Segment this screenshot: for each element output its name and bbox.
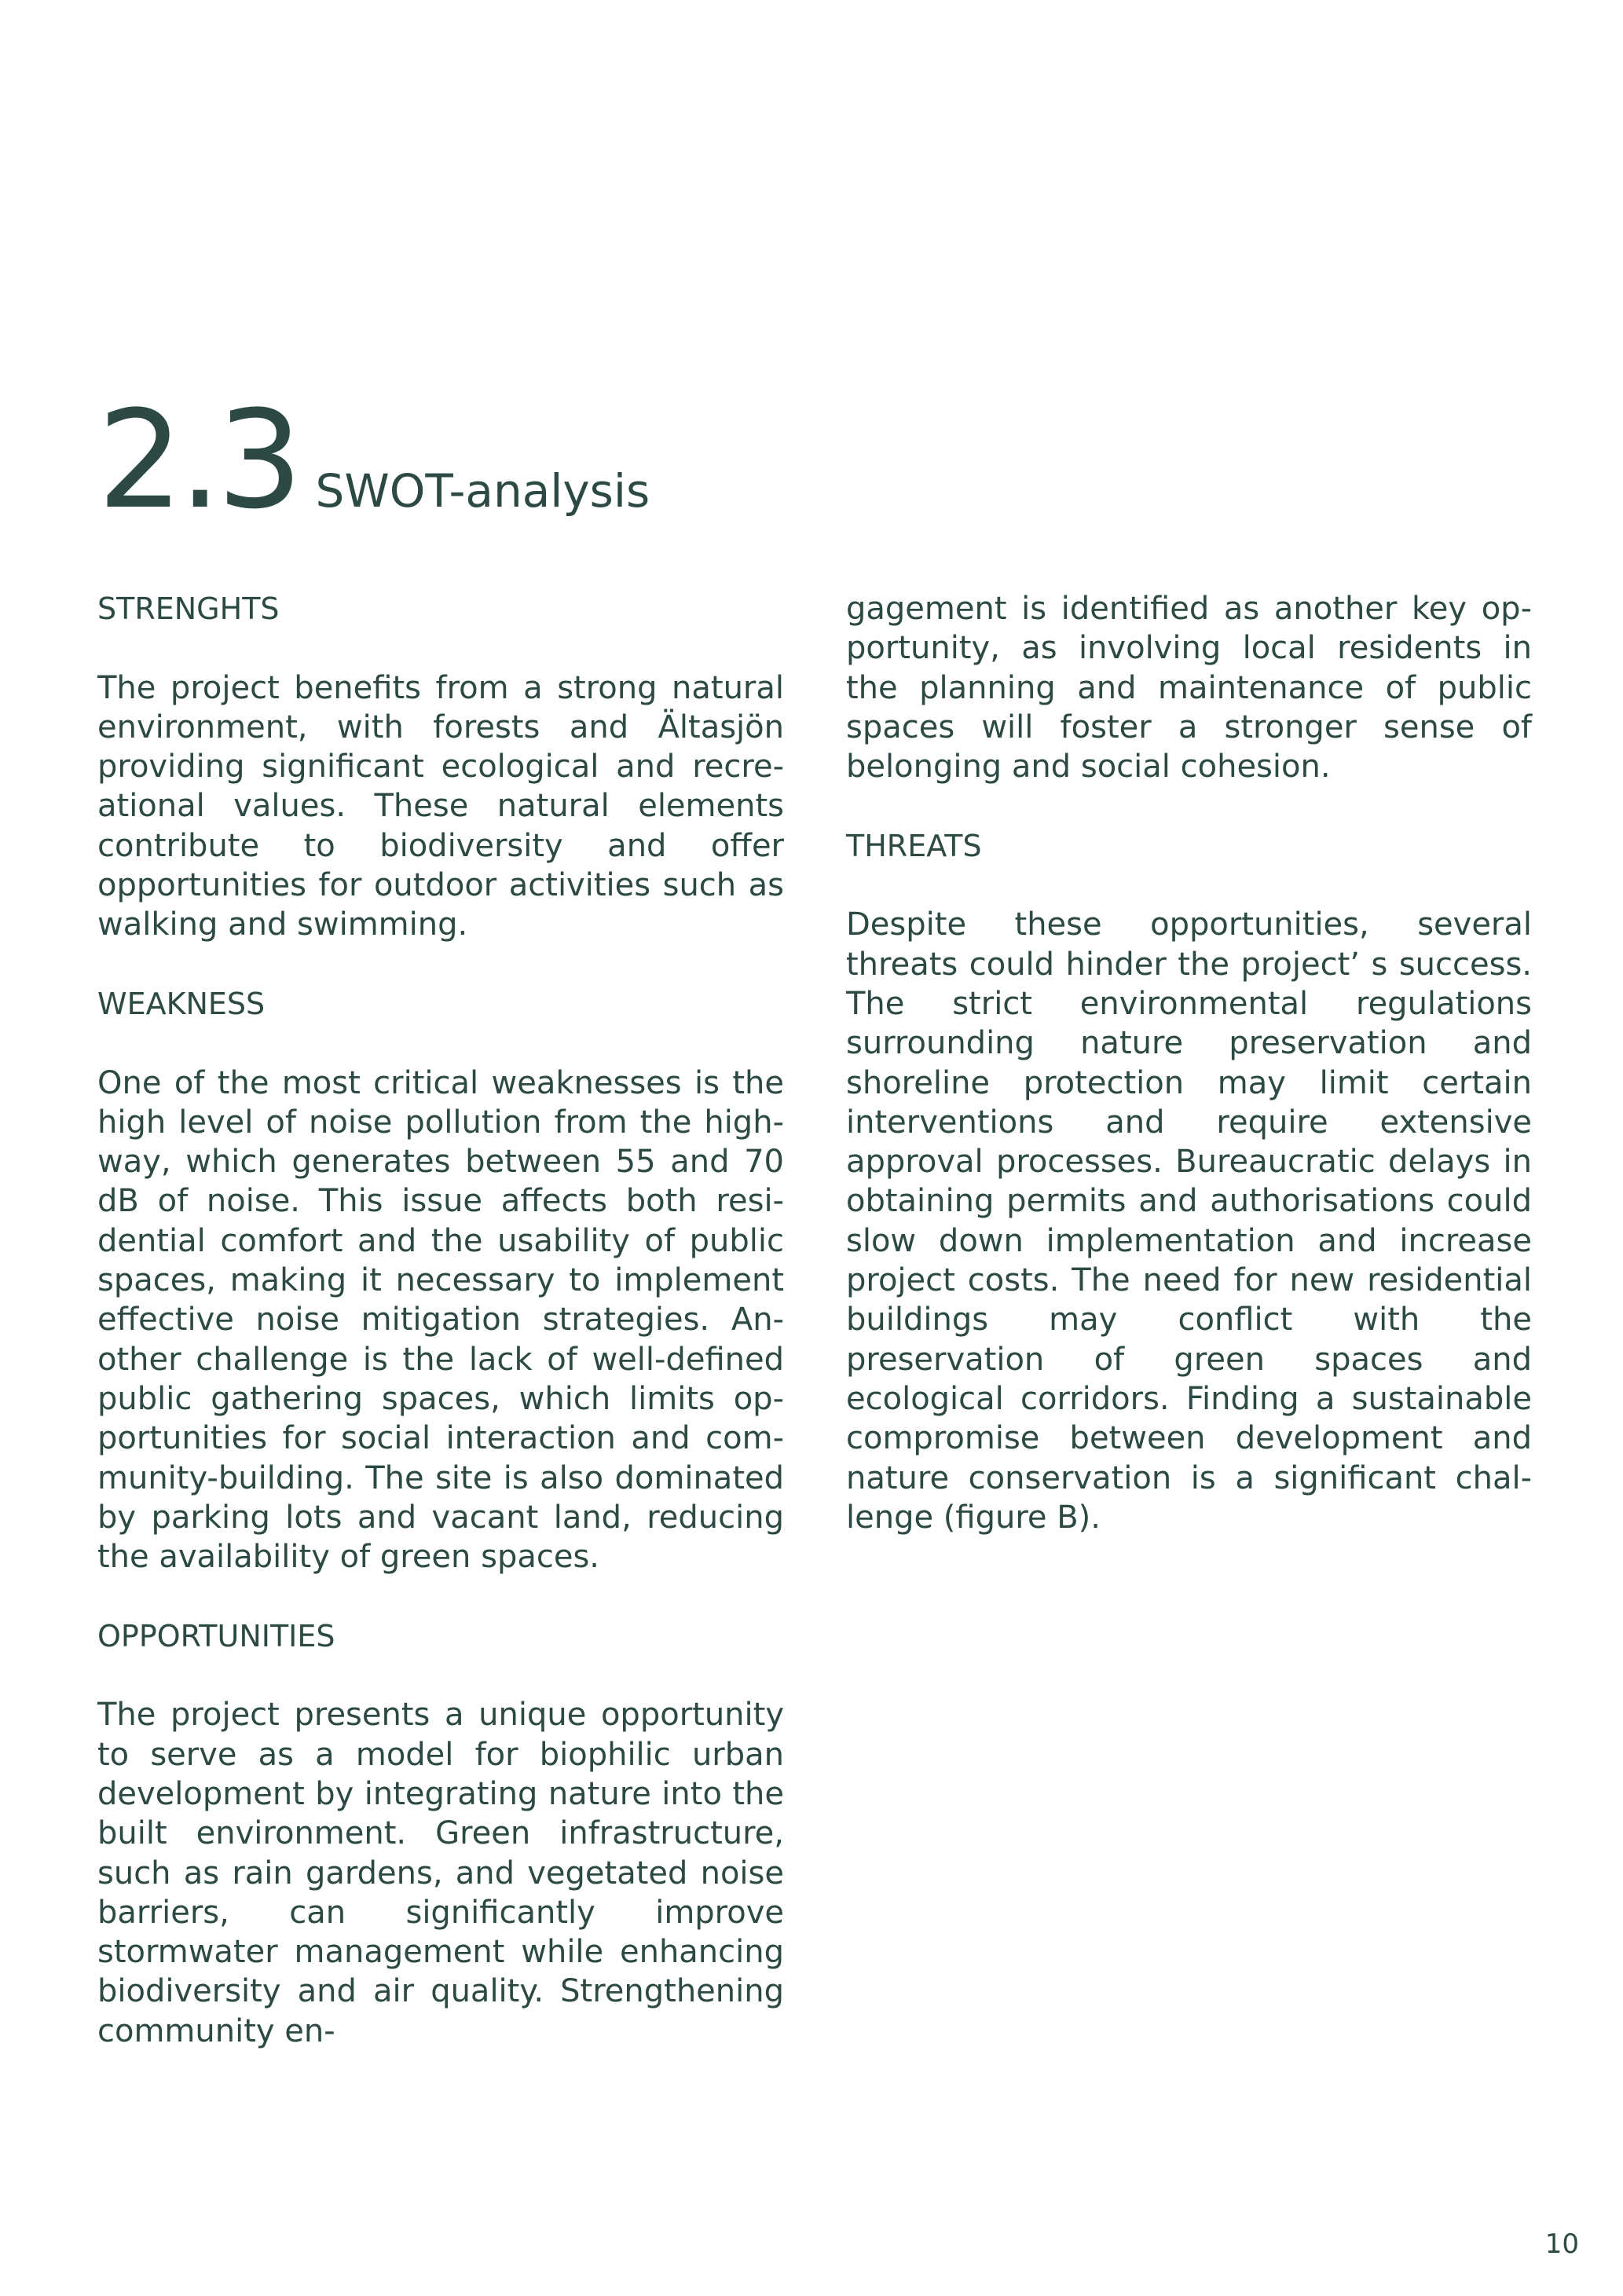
strengths-paragraph: The project benefits from a strong natural environment, with forests and Ältasjön providing significant ecological and recreational values. These natural elements contribute to biodiversity and offer opportunities for outdoor activities such as walking and swimming. xyxy=(97,669,784,943)
opportunities-continued-paragraph: gagement is identified as another key opportunity, as involving local residents in the planning and maintenance of public spaces will foster a stronger sense of belonging and social cohesion. xyxy=(846,591,1532,785)
left-column xyxy=(97,589,784,2090)
threats-paragraph: Despite these opportunities, several threats could hinder the project’ s success. The strict environmental regulations surrounding nature preservation and shoreline protection may limit certain interventions and require extensive approval processes. Bureaucratic delays in obtaining permits and authorisations could slow down implementation and increase project costs. The need for new residential buildings may conflict with the preservation of green spaces and ecological corridors. Finding a sustainable compromise between development and nature conservation is a significant challenge (figure B). xyxy=(846,906,1532,1536)
page-header xyxy=(97,381,650,539)
section-title: SWOT-analysis xyxy=(315,464,650,518)
weakness-heading: WEAKNESS xyxy=(97,986,266,1021)
strengths-heading: STRENGHTS xyxy=(97,591,280,626)
right-column xyxy=(846,589,1532,1576)
opportunities-paragraph: The project presents a unique opportunity to serve as a model for biophilic urban development by integrating nature into the built environment. Green infrastructure, such as rain gardens, and vegetated noise barriers, can significantly improve stormwater management while enhancing biodiversity and air quality. Strengthening community en- xyxy=(97,1697,784,2049)
page-number: 10 xyxy=(1544,2228,1579,2260)
threats-heading: THREATS xyxy=(846,828,982,863)
opportunities-heading: OPPORTUNITIES xyxy=(97,1618,335,1653)
weakness-paragraph: One of the most critical weaknesses is the high level of noise pollution from the highway, which generates between 55 and 70 dB of noise. This issue affects both residential comfort and the usability of public spaces, making it necessary to implement effective noise mitigation strategies. Another challenge is the lack of well-defined public gathering spaces, which limits opportunities for social interaction and community-building. The site is also dominated by parking lots and vacant land, reducing the availability of green spaces. xyxy=(97,1064,784,1576)
section-number: 2.3 xyxy=(97,381,299,539)
